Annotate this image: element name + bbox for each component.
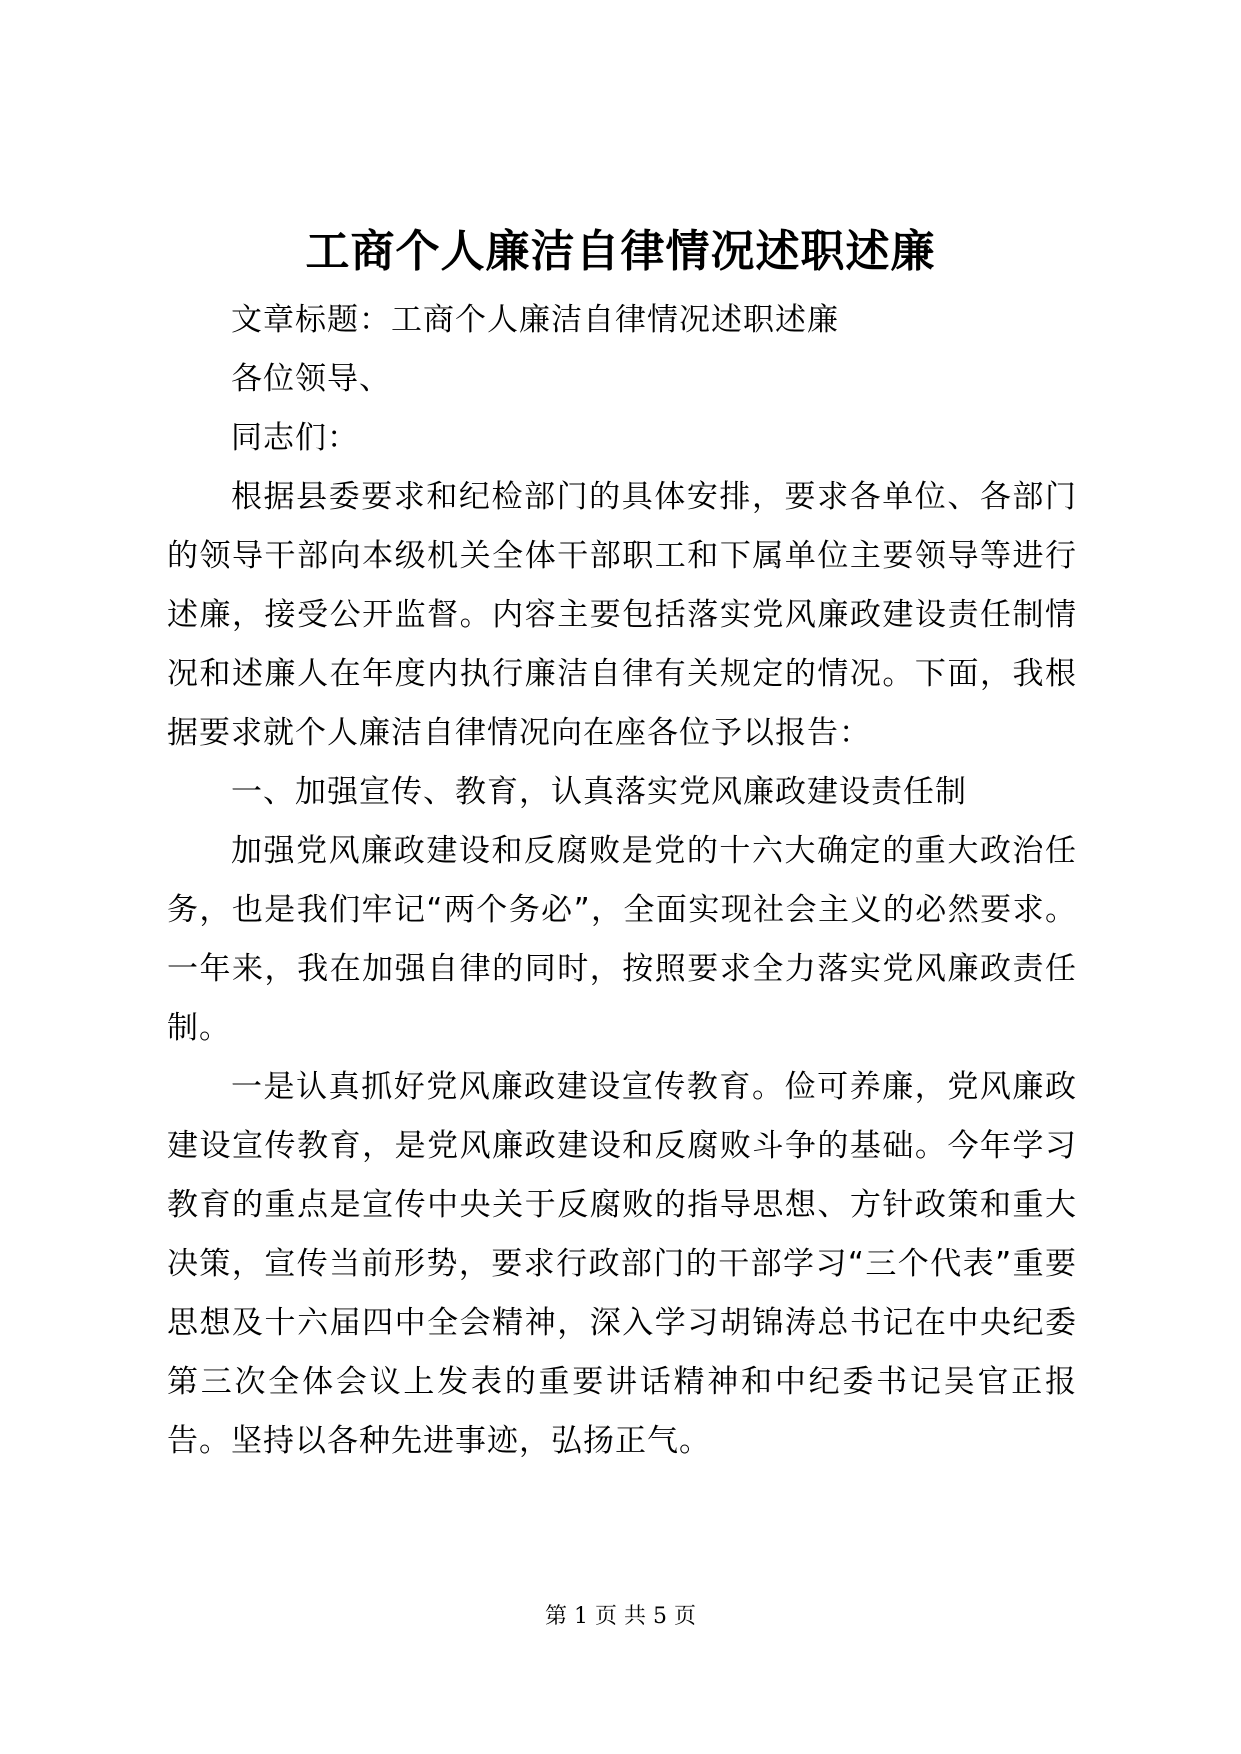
- salutation-comrades: 同志们：: [231, 420, 359, 456]
- section-heading-1: 一、加强宣传、教育，认真落实党风廉政建设责任制: [231, 774, 967, 810]
- section-1-paragraph-2: 一是认真抓好党风廉政建设宣传教育。俭可养廉，党风廉政建设宣传教育，是党风廉政建设和反腐败斗争的基础。今年学习教育的重点是宣传中央关于反腐败的指导思想、方针政策和重大决策，宣传当前形势，要求行政部门的干部学习“三个代表”重要思想及十六届四中全会精神，深入学习胡锦涛总书记在中央纪委第三次全体会议上发表的重要讲话精神和中纪委书记吴官正报告。坚持以各种先进事迹，弘扬正气。: [167, 1069, 1077, 1459]
- page-number-footer: 第 1 页 共 5 页: [545, 1604, 696, 1629]
- document-title: 工商个人廉洁自律情况述职述廉: [305, 226, 936, 277]
- section-1-paragraph-1: 加强党风廉政建设和反腐败是党的十六大确定的重大政治任务，也是我们牢记“两个务必”，全面实现社会主义的必然要求。一年来，我在加强自律的同时，按照要求全力落实党风廉政责任制。: [167, 833, 1077, 1046]
- intro-paragraph: 根据县委要求和纪检部门的具体安排，要求各单位、各部门的领导干部向本级机关全体干部职工和下属单位主要领导等进行述廉，接受公开监督。内容主要包括落实党风廉政建设责任制情况和述廉人在年度内执行廉洁自律有关规定的情况。下面，我根据要求就个人廉洁自律情况向在座各位予以报告：: [167, 479, 1077, 751]
- document-body: [167, 291, 1077, 1471]
- article-title-line: 文章标题：工商个人廉洁自律情况述职述廉: [231, 302, 839, 338]
- salutation-leaders: 各位领导、: [231, 361, 391, 397]
